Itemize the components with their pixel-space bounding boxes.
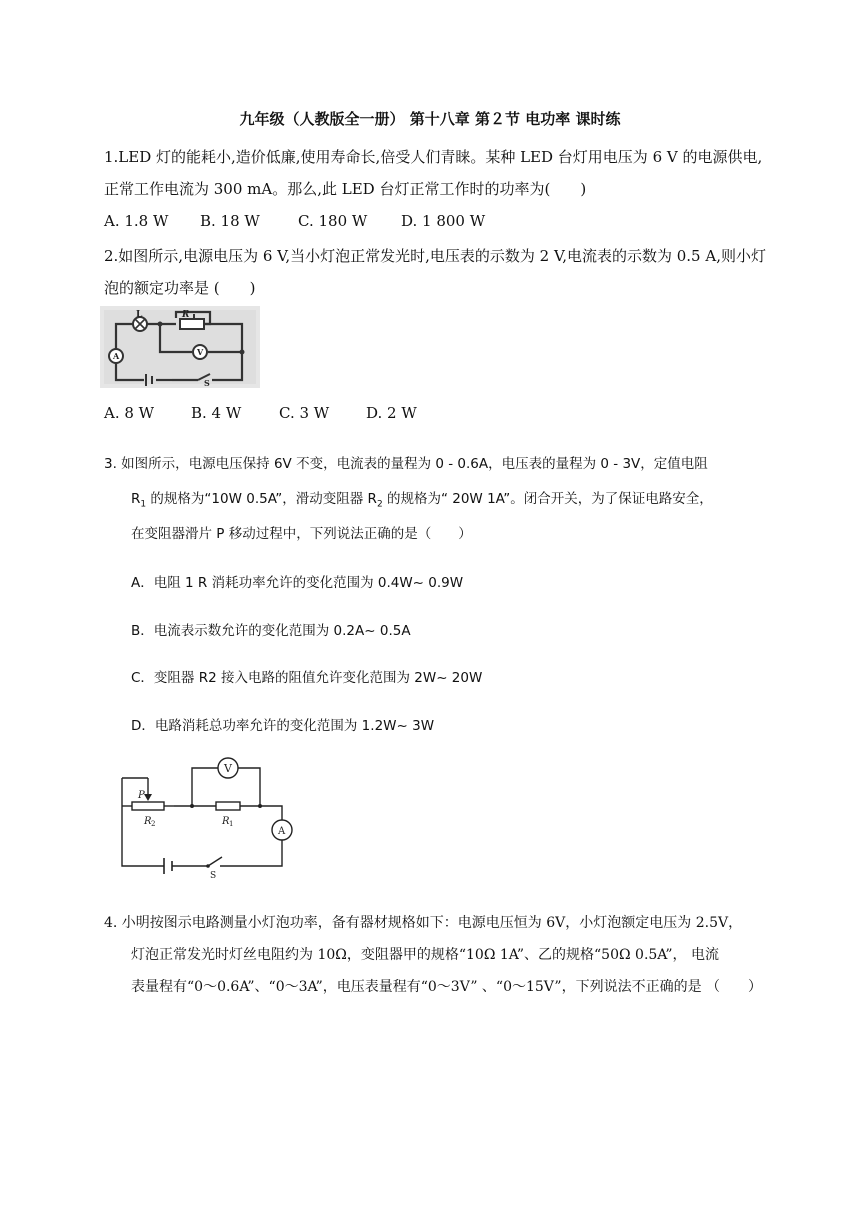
q3-line3: 在变阻器滑片 P 移动过程中，下列说法正确的是（ ） (131, 526, 472, 542)
page-title: 九年级（人教版全一册） 第十八章 第２节 电功率 课时练 (239, 110, 621, 128)
q3-option-d: D．电路消耗总功率允许的变化范围为 1.2W~ 3W (131, 718, 435, 734)
q2-option-b: B. 4 W (191, 404, 242, 422)
svg-text:S: S (204, 378, 210, 388)
q1-option-b: B. 18 W (200, 212, 260, 230)
q2-option-a: A. 8 W (104, 404, 155, 422)
svg-text:A: A (113, 351, 120, 361)
q3-option-c: C．变阻器 R2 接入电路的阻值允许变化范围为 2W~ 20W (131, 670, 483, 686)
q3-option-a: A．电阻 1 R 消耗功率允许的变化范围为 0.4W~ 0.9W (131, 575, 464, 591)
svg-text:V: V (197, 347, 204, 357)
q2-circuit-figure (100, 306, 260, 388)
q3-option-b: B．电流表示数允许的变化范围为 0.2A~ 0.5A (131, 623, 411, 639)
q2-option-c: C. 3 W (279, 404, 330, 422)
q4-line2: 灯泡正常发光时灯丝电阻约为 10Ω，变阻器甲的规格“10Ω 1A”、乙的规格“50Ω 0.5A”， 电流 (131, 947, 719, 963)
q2-option-d: D. 2 W (366, 404, 417, 422)
q3-circuit-figure (118, 754, 298, 880)
svg-text:L: L (136, 310, 143, 320)
q3-line1: 3. 如图所示，电源电压保持 6V 不变，电流表的量程为 0 - 0.6A，电压表的量程为 0 - 3V，定值电阻 (104, 456, 708, 472)
svg-text:P: P (138, 790, 145, 801)
svg-text:S: S (210, 871, 217, 880)
svg-text:2: 2 (151, 820, 156, 828)
q1-option-d: D. 1 800 W (401, 212, 486, 230)
svg-text:1: 1 (229, 820, 234, 828)
q4-line1: 4. 小明按图示电路测量小灯泡功率，备有器材规格如下：电源电压恒为 6V，小灯泡额定电压为 2.5V， (104, 915, 743, 931)
svg-text:V: V (224, 762, 232, 775)
q2-line2: 泡的额定功率是 ( ) (104, 279, 256, 297)
svg-text:R: R (182, 310, 190, 320)
q1-line1: 1.LED 灯的能耗小,造价低廉,使用寿命长,倍受人们青睐。某种 LED 台灯用电压为 6 V 的电源供电, (104, 148, 763, 166)
q1-option-a: A. 1.8 W (104, 212, 169, 230)
q3-line2: $R_1$ 的规格为“10W 0.5A”，滑动变阻器 $R_2$ 的规格为“ 20W 1A”。闭合开关，为了保证电路安全， (131, 491, 713, 510)
svg-text:A: A (278, 826, 286, 837)
q4-line3: 表量程有“0～0.6A”、“0～3A”，电压表量程有“0～3V” 、“0～15V”，下列说法不正确的是 （ ） (131, 979, 763, 995)
q1-line2: 正常工作电流为 300 mA。那么,此 LED 台灯正常工作时的功率为( ) (104, 180, 587, 198)
svg-text:R: R (222, 816, 230, 827)
q2-line1: 2.如图所示,电源电压为 6 V,当小灯泡正常发光时,电压表的示数为 2 V,电流表的示数为 0.5 A,则小灯 (104, 247, 766, 265)
svg-text:R: R (144, 816, 152, 827)
q1-option-c: C. 180 W (298, 212, 368, 230)
